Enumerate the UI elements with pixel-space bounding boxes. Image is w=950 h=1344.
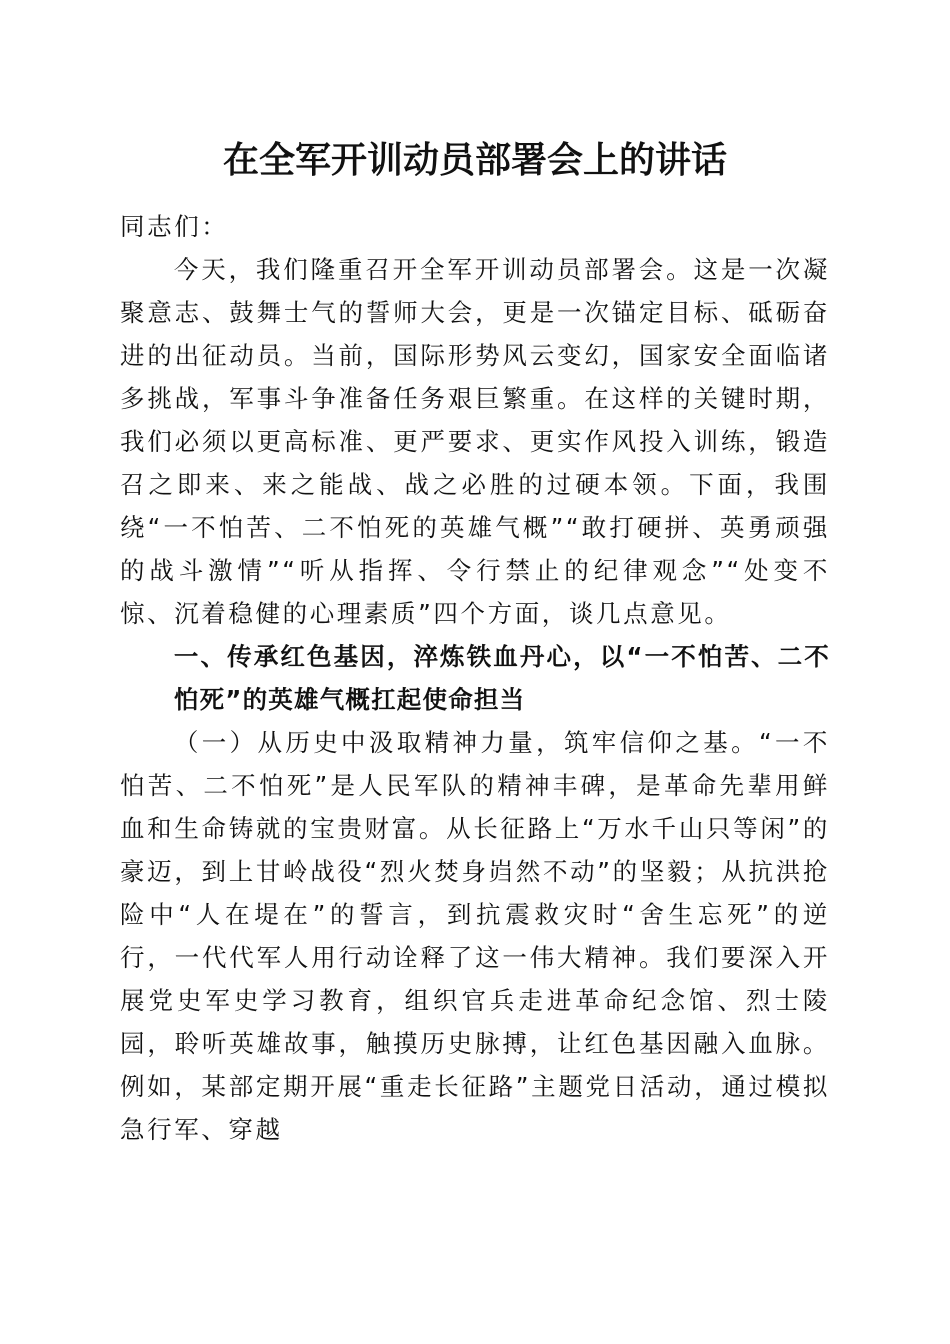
- salutation: 同志们：: [120, 212, 229, 241]
- section-heading: [120, 635, 830, 721]
- section-heading-text: 一、传承红色基因，淬炼铁血丹心，以“一不怕苦、二不怕死”的英雄气概扛起使命担当: [173, 642, 830, 714]
- document-title: 在全军开训动员部署会上的讲话: [222, 139, 727, 181]
- document-body: [120, 205, 830, 1151]
- subsection-paragraph: （一）从历史中汲取精神力量，筑牢信仰之基。“一不怕苦、二不怕死”是人民军队的精神丰碑，是革命先辈用鲜血和生命铸就的宝贵财富。从长征路上“万水千山只等闲”的豪迈，到上甘岭战役“烈火焚身岿然不动”的坚毅；从抗洪抢险中“人在堤在”的誓言，到抗震救灾时“舍生忘死”的逆行，一代代军人用行动诠释了这一伟大精神。我们要深入开展党史军史学习教育，组织官兵走进革命纪念馆、烈士陵园，聆听英雄故事，触摸历史脉搏，让红色基因融入血脉。例如，某部定期开展“重走长征路”主题党日活动，通过模拟急行军、穿越: [120, 728, 830, 1144]
- intro-paragraph: 今天，我们隆重召开全军开训动员部署会。这是一次凝聚意志、鼓舞士气的誓师大会，更是一次锚定目标、砥砺奋进的出征动员。当前，国际形势风云变幻，国家安全面临诸多挑战，军事斗争准备任务艰巨繁重。在这样的关键时期，我们必须以更高标准、更严要求、更实作风投入训练，锻造召之即来、来之能战、战之必胜的过硬本领。下面，我围绕“一不怕苦、二不怕死的英雄气概”“敢打硬拼、英勇顽强的战斗激情”“听从指挥、令行禁止的纪律观念”“处变不惊、沉着稳健的心理素质”四个方面，谈几点意见。: [120, 255, 830, 628]
